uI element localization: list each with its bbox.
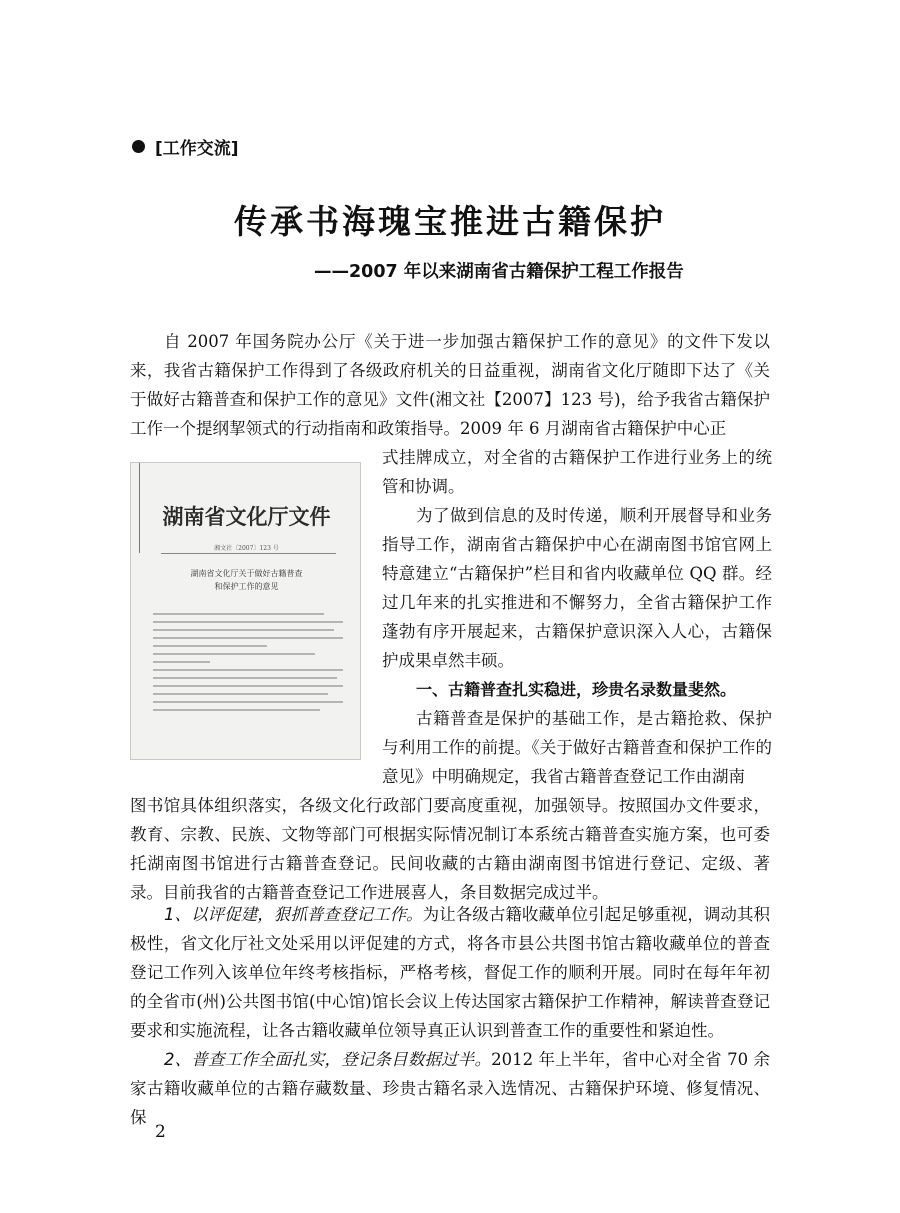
doc-image-caption: 湖南省文化厅关于做好古籍普查 和保护工作的意见 xyxy=(190,569,303,591)
paragraph-census-organization: 图书馆具体组织落实，各级文化行政部门要高度重视，加强领导。按照国办文件要求，教育、宗教、民族、文物等部门可根据实际情况制订本系统古籍普查实施方案，也可委托湖南图书馆进行古籍普查登记。民间收藏的古籍由湖南图书馆进行登记、定级、著录。目前我省的古籍普查登记工作进展喜人，条目数据完成过半。 xyxy=(130,796,770,902)
section-tag-label: [工作交流] xyxy=(155,139,239,159)
paragraph-info-delivery: 为了做到信息的及时传递，顺利开展督导和业务指导工作，湖南省古籍保护中心在湖南图书馆官网上特意建立“古籍保护”栏目和省内收藏单位 QQ 群。经过几年来的扎实推进和不懈努力，全省古籍保护工作蓬勃有序开展起来，古籍保护意识深入人心，古籍保护成果卓然丰硕。 xyxy=(382,506,772,670)
section-heading-1: 一、古籍普查扎实稳进，珍贵名录数量斐然。 xyxy=(416,680,737,699)
paragraph-evaluation-body: 为让各级古籍收藏单位引起足够重视，调动其积极性，省文化厅社文处采用以评促建的方式，将各市县公共图书馆古籍收藏单位的普查登记工作列入该单位年终考核指标，严格考核，督促工作的顺利开展。同时在每年年初的全省市(州)公共图书馆(中心馆)馆长会议上传达国家古籍保护工作精神，解读普查登记要求和实施流程，让各古籍收藏单位领导真正认识到普查工作的重要性和紧迫性。 xyxy=(130,905,771,1040)
doc-image-heading: 湖南省文化厅文件 xyxy=(162,505,331,529)
doc-image-text-lines xyxy=(153,613,343,717)
section-tag xyxy=(132,134,239,159)
paragraph-census-data xyxy=(130,1045,770,1132)
paragraph-census-data-body: 2012 年上半年，省中心对全省 70 余家古籍收藏单位的古籍存藏数量、珍贵古籍名录入选情况、古籍保护环境、修复情况、保 xyxy=(130,1050,770,1127)
paragraph-evaluation-lead: 1、以评促建，狠抓普查登记工作。 xyxy=(164,905,423,924)
bullet-icon xyxy=(132,140,145,153)
article-title: 传承书海瑰宝推进古籍保护 xyxy=(234,202,666,241)
doc-image-rule xyxy=(161,553,336,554)
article-subtitle: ——2007 年以来湖南省古籍保护工程工作报告 xyxy=(314,262,684,282)
page-number: 2 xyxy=(155,1122,166,1142)
paragraph-intro: 自 2007 年国务院办公厅《关于进一步加强古籍保护工作的意见》的文件下发以来，我省古籍保护工作得到了各级政府机关的日益重视，湖南省文化厅随即下达了《关于做好古籍普查和保护工作的意见》文件(湘文社【2007】123 号)，给予我省古籍保护工作一个提纲挈领式的行动指南和政策指导。2009 年 6 月湖南省古籍保护中心正 xyxy=(130,332,770,438)
paragraph-evaluation xyxy=(130,900,770,1045)
paragraph-census-basis: 古籍普查是保护的基础工作，是古籍抢救、保护与利用工作的前提。《关于做好古籍普查和保护工作的意见》中明确规定，我省古籍普查登记工作由湖南 xyxy=(382,709,772,786)
paragraph-census-data-lead: 2、普查工作全面扎实，登记条目数据过半。 xyxy=(164,1050,492,1069)
doc-image-number: 湘文社〔2007〕123 号 xyxy=(214,545,279,552)
paragraph-intro-continued: 式挂牌成立，对全省的古籍保护工作进行业务上的统管和协调。 xyxy=(382,448,772,496)
document-scan-image xyxy=(130,462,361,760)
